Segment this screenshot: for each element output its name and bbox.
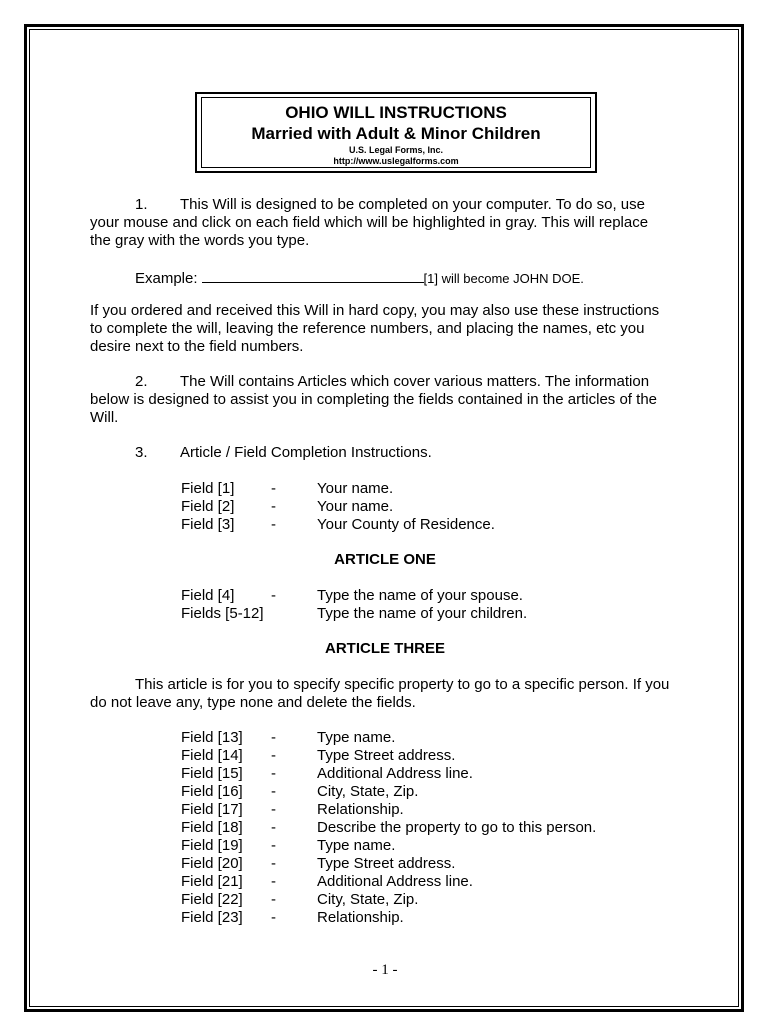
example-tail: [1] will become JOHN DOE. [423,271,584,286]
field-dash: - [271,855,276,872]
field-id: Field [15] [181,765,243,782]
paragraph-text: below is designed to assist you in completing the fields contained in the articles of the [90,391,657,408]
example-line [90,268,690,288]
example-label: Example: [135,270,198,287]
page-number: - 1 - [372,962,398,978]
field-row [181,873,717,891]
paragraph-text: the gray with the words you type. [90,232,310,249]
field-id: Field [13] [181,729,243,746]
field-desc: Your name. [317,498,394,515]
field-row [181,480,717,498]
paragraph-text: desire next to the field numbers. [90,338,304,355]
title-box [201,97,591,168]
field-row [181,855,717,873]
paragraph-text: Will. [90,409,119,426]
paragraph-hardcopy [90,302,690,356]
article-three-fields [181,729,717,927]
field-dash: - [271,729,276,746]
field-dash: - [271,480,276,497]
field-row [181,801,717,819]
field-id: Field [17] [181,801,243,818]
field-desc: City, State, Zip. [317,783,419,800]
field-dash: - [271,909,276,926]
field-dash: - [271,747,276,764]
paragraph-3 [90,444,690,462]
field-dash: - [271,498,276,515]
field-row [181,891,717,909]
field-desc: Additional Address line. [317,765,473,782]
field-desc: Type name. [317,729,396,746]
paragraph-text: your mouse and click on each field which will be highlighted in gray. This will replace [90,214,649,231]
field-desc: Relationship. [317,909,404,926]
fields-intro-list [181,480,717,534]
field-row [181,837,717,855]
field-row [181,587,717,605]
field-id: Field [18] [181,819,243,836]
field-dash: - [271,765,276,782]
field-dash: - [271,801,276,818]
example-blank [202,268,424,283]
field-dash: - [271,837,276,854]
field-id: Field [4] [181,587,235,604]
paragraph-number: 3. [135,444,148,461]
field-dash [271,605,317,623]
field-dash: - [271,783,276,800]
field-id: Field [21] [181,873,243,890]
field-desc: Your name. [317,480,394,497]
paragraph-number: 1. [135,196,148,213]
paragraph-text: If you ordered and received this Will in hard copy, you may also use these instructions [90,302,660,319]
field-dash: - [271,516,276,533]
field-desc: Relationship. [317,801,404,818]
field-desc: City, State, Zip. [317,891,419,908]
field-id: Field [23] [181,909,243,926]
field-id: Field [20] [181,855,243,872]
field-row [181,765,717,783]
field-desc: Type Street address. [317,747,456,764]
paragraph-number: 2. [135,373,148,390]
field-dash: - [271,819,276,836]
field-dash: - [271,891,276,908]
field-dash: - [271,587,276,604]
field-id: Field [22] [181,891,243,908]
paragraph-text: The Will contains Articles which cover various matters. The information [180,373,650,390]
article-three-description [90,676,690,712]
field-row [181,729,717,747]
field-desc: Type Street address. [317,855,456,872]
article-one-heading: ARTICLE ONE [334,551,436,568]
field-desc: Describe the property to go to this person. [317,819,597,836]
field-id: Field [2] [181,498,235,515]
field-dash: - [271,873,276,890]
field-desc: Type the name of your children. [317,605,528,622]
paragraph-text: Article / Field Completion Instructions. [180,444,432,461]
article-one-fields [181,587,717,623]
field-desc: Additional Address line. [317,873,473,890]
field-id: Field [19] [181,837,243,854]
field-row [181,498,717,516]
field-row [181,605,717,623]
field-row [181,909,717,927]
field-id: Field [16] [181,783,243,800]
paragraph-text: do not leave any, type none and delete the fields. [90,694,416,711]
field-row [181,747,717,765]
field-desc: Type the name of your spouse. [317,587,523,604]
document-subtitle: Married with Adult & Minor Children [251,124,541,143]
paragraph-text: to complete the will, leaving the reference numbers, and placing the names, etc you [90,320,645,337]
document-title: OHIO WILL INSTRUCTIONS [285,103,507,122]
paragraph-text: This article is for you to specify specific property to go to a specific person. If you [135,676,670,693]
company-name: U.S. Legal Forms, Inc. [348,145,444,155]
field-row [181,516,717,534]
paragraph-text: This Will is designed to be completed on your computer. To do so, use [180,196,645,213]
article-three-heading: ARTICLE THREE [325,640,445,657]
paragraph-1 [90,196,690,250]
field-id: Field [14] [181,747,243,764]
paragraph-2 [90,373,690,427]
field-id: Field [3] [181,516,235,533]
field-id: Field [1] [181,480,235,497]
field-desc: Type name. [317,837,396,854]
field-desc: Your County of Residence. [317,516,495,533]
field-id: Fields [5-12] [181,605,264,622]
field-row [181,819,717,837]
company-url: http://www.uslegalforms.com [333,156,459,166]
field-row [181,783,717,801]
